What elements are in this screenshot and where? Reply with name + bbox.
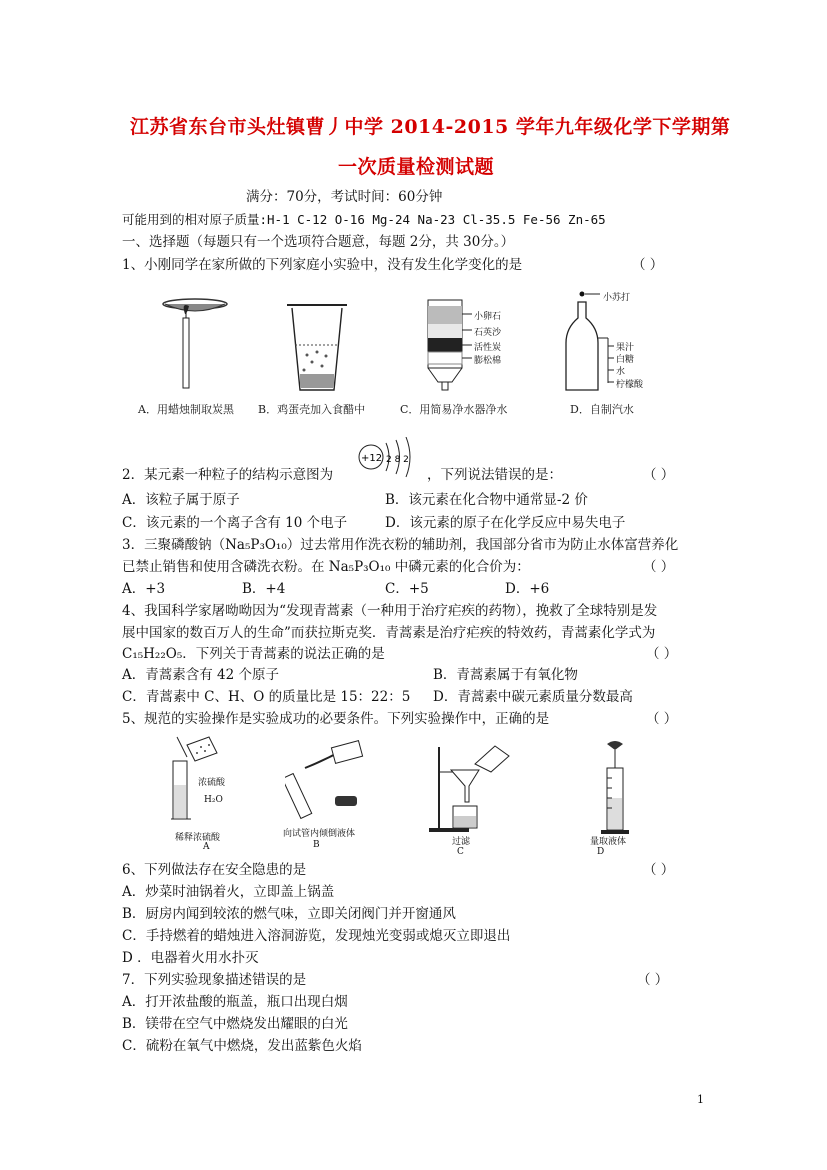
q3-option-d: D．+6 xyxy=(505,581,550,597)
q7-option-c: C．硫粉在氧气中燃烧，发出蓝紫色火焰 xyxy=(122,1038,362,1054)
q4-option-a: A．青蒿素含有 42 个原子 xyxy=(122,667,280,683)
q3-option-b: B．+4 xyxy=(242,581,286,597)
q2-option-d: D．该元素的原子在化学反应中易失电子 xyxy=(385,515,626,531)
soda-label-baking-soda: 小苏打 xyxy=(603,293,631,303)
filter-label-cotton: 膨松棉 xyxy=(474,356,502,366)
q3-bracket: （ ） xyxy=(643,559,675,575)
q3-line2: 已禁止销售和使用含磷洗衣粉。在 Na₅P₃O₁₀ 中磷元素的化合价为： xyxy=(122,559,530,575)
soda-label-water: 水 xyxy=(616,367,626,377)
filter-label-charcoal: 活性炭 xyxy=(474,343,502,353)
q5-caption-a: 稀释浓硫酸 xyxy=(175,833,221,843)
q1-figure-c xyxy=(418,290,528,400)
q2-option-b: B．该元素在化合物中通常显-2 价 xyxy=(385,492,588,508)
q5-caption-c: 过滤 xyxy=(452,837,471,847)
q4-bracket: （ ） xyxy=(646,646,678,662)
q1-caption-c: C．用简易净水器净水 xyxy=(400,403,508,416)
filter-label-quartz: 石英沙 xyxy=(474,328,502,338)
q1-stem: 1、小刚同学在家所做的下列家庭小实验中，没有发生化学变化的是 xyxy=(122,257,523,273)
q1-figure-b xyxy=(282,300,352,395)
q2-option-c: C．该元素的一个离子含有 10 个电子 xyxy=(122,515,348,531)
q1-figure-a xyxy=(155,292,235,392)
q6-bracket: （ ） xyxy=(643,862,675,878)
q5-label-water: H₂O xyxy=(204,795,223,805)
q5-letter-d: D xyxy=(597,847,605,857)
soda-label-sugar: 白糖 xyxy=(616,355,635,365)
q1-caption-d: D．自制汽水 xyxy=(570,403,634,416)
q5-letter-c: C xyxy=(457,847,464,857)
atom-structure-diagram xyxy=(356,437,426,481)
q4-option-d: D．青蒿素中碳元素质量分数最高 xyxy=(433,689,633,705)
q1-bracket: （ ） xyxy=(632,257,664,273)
q3-option-a: A．+3 xyxy=(122,581,166,597)
electron-shells: 2 8 2 xyxy=(386,455,409,465)
q5-figure-b xyxy=(285,738,375,828)
soda-label-citric-acid: 柠檬酸 xyxy=(616,380,644,390)
q6-option-b: B．厨房内闻到较浓的燃气味，立即关闭阀门并开窗通风 xyxy=(122,906,456,922)
q7-bracket: （ ） xyxy=(637,972,669,988)
q7-option-a: A．打开浓盐酸的瓶盖，瓶口出现白烟 xyxy=(122,994,348,1010)
soda-label-juice: 果汁 xyxy=(616,343,635,353)
q4-line2: 展中国家的数百万人的生命”而获拉斯克奖．青蒿素是治疗疟疾的特效药，青蒿素化学式为 xyxy=(122,625,656,641)
q4-line3: C₁₅H₂₂O₅．下列关于青蒿素的说法正确的是 xyxy=(122,646,385,662)
page-number: 1 xyxy=(697,1093,704,1106)
q2-bracket: （ ） xyxy=(643,467,675,483)
nucleus-charge: +12 xyxy=(361,453,383,464)
q6-stem: 6、下列做法存在安全隐患的是 xyxy=(122,862,307,878)
q4-option-c: C．青蒿素中 C、H、O 的质量比是 15：22：5 xyxy=(122,689,411,705)
q5-caption-d: 量取液体 xyxy=(590,837,627,847)
q7-option-b: B．镁带在空气中燃烧发出耀眼的白光 xyxy=(122,1016,348,1032)
atomic-masses: 可能用到的相对原子质量:H-1 C-12 O-16 Mg-24 Na-23 Cl-35.5 Fe-56 Zn-65 xyxy=(122,212,606,227)
q6-option-d: D ．电器着火用水扑灭 xyxy=(122,950,259,966)
page-title-line2: 一次质量检测试题 xyxy=(338,156,495,178)
filter-label-pebble: 小卵石 xyxy=(474,312,502,322)
q6-option-c: C．手持燃着的蜡烛进入溶洞游览，发现烛光变弱或熄灭立即退出 xyxy=(122,928,511,944)
q5-letter-b: B xyxy=(313,840,320,850)
q5-stem: 5、规范的实验操作是实验成功的必要条件。下列实验操作中，正确的是 xyxy=(122,711,550,727)
q6-option-a: A．炒菜时油锅着火，立即盖上锅盖 xyxy=(122,884,335,900)
q4-line1: 4、我国科学家屠呦呦因为“发现青蒿素（一种用于治疗疟疾的药物），挽救了全球特别是发 xyxy=(122,603,658,619)
page-title-line1: 江苏省东台市头灶镇曹丿中学 2014-2015 学年九年级化学下学期第 xyxy=(130,116,731,138)
q3-line1: 3．三聚磷酸钠（Na₅P₃O₁₀）过去常用作洗衣粉的辅助剂，我国部分省市为防止水体富营养化 xyxy=(122,537,679,553)
q1-caption-a: A．用蜡烛制取炭黑 xyxy=(138,403,234,416)
q2-stem-b: ，下列说法错误的是： xyxy=(427,467,562,483)
q2-option-a: A．该粒子属于原子 xyxy=(122,492,240,508)
q4-option-b: B．青蒿素属于有氧化物 xyxy=(433,667,578,683)
q3-option-c: C．+5 xyxy=(385,581,429,597)
q5-figure-c xyxy=(425,742,525,834)
q5-caption-b: 向试管内倾倒液体 xyxy=(283,829,356,839)
section-heading: 一、选择题（每题只有一个选项符合题意，每题 2分，共 30分。） xyxy=(122,234,515,250)
q5-label-concentrated-acid: 浓硫酸 xyxy=(198,778,226,788)
q2-stem-a: 2．某元素一种粒子的结构示意图为 xyxy=(122,467,334,483)
q5-letter-a: A xyxy=(203,842,210,852)
q5-figure-d xyxy=(585,738,655,838)
q7-stem: 7．下列实验现象描述错误的是 xyxy=(122,972,307,988)
q1-caption-b: B．鸡蛋壳加入食醋中 xyxy=(258,403,366,416)
exam-info: 满分：70分，考试时间：60分钟 xyxy=(246,189,443,205)
q5-bracket: （ ） xyxy=(646,711,678,727)
